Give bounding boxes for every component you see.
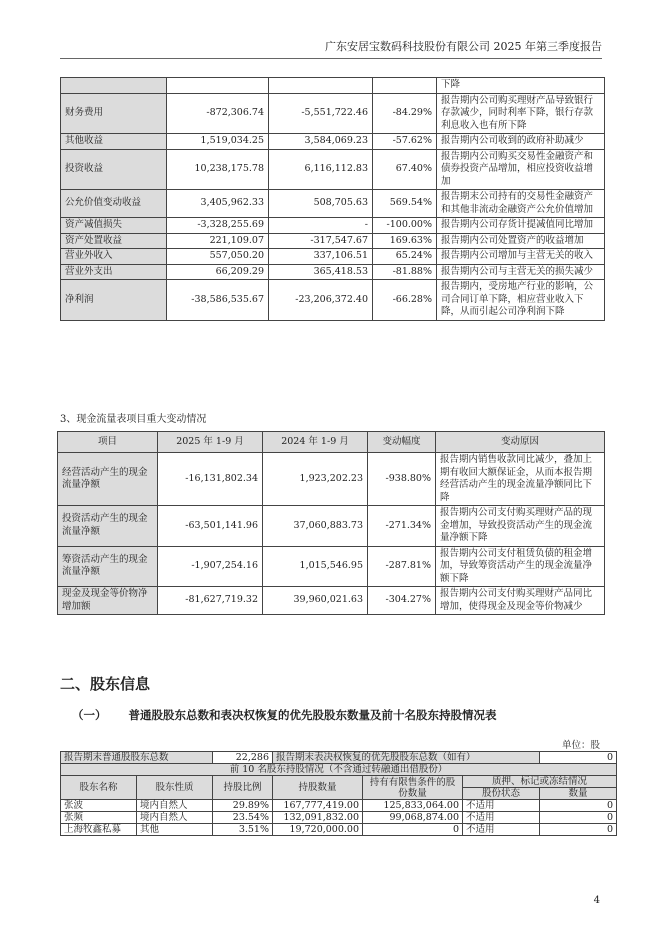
change-reason: 报告期内公司购买理财产品导致银行存款减少，同时利率下降，银行存款利息收入也有所下降 bbox=[437, 93, 605, 134]
holder-name: 上海牧鑫私募 bbox=[61, 824, 137, 836]
change-reason: 下降 bbox=[437, 78, 605, 94]
current-value: 1,519,034.25 bbox=[167, 134, 269, 150]
top10-title: 前 10 名股东持股情况（不含通过转融通出借股份） bbox=[61, 764, 617, 776]
table-row bbox=[58, 506, 605, 547]
table-row bbox=[61, 249, 605, 265]
holder-nature: 境内自然人 bbox=[137, 800, 213, 812]
table-row bbox=[61, 812, 617, 824]
current-value: -38,586,535.67 bbox=[167, 280, 269, 321]
row-item: 公允价值变动收益 bbox=[61, 190, 167, 218]
change-value: 65.24% bbox=[373, 249, 437, 265]
change-value: -271.34% bbox=[368, 506, 436, 547]
current-value: 221,109.07 bbox=[167, 233, 269, 249]
row-item: 营业外收入 bbox=[61, 249, 167, 265]
previous-value: 365,418.53 bbox=[269, 264, 373, 280]
unit-label: 单位：股 bbox=[561, 740, 600, 751]
previous-value: 37,060,883.73 bbox=[263, 506, 368, 547]
header-name: 股东名称 bbox=[61, 776, 137, 800]
preferred-holders-label: 报告期末表决权恢复的优先股股东总数（如有） bbox=[273, 752, 540, 764]
row-item: 投资活动产生的现金流量净额 bbox=[58, 506, 158, 547]
previous-value: - bbox=[269, 218, 373, 234]
header-change: 变动幅度 bbox=[368, 432, 436, 453]
change-value: -287.81% bbox=[368, 546, 436, 587]
top10-title-row bbox=[61, 764, 617, 776]
change-reason: 报告期内公司处置资产的收益增加 bbox=[437, 233, 605, 249]
subsection-number: （一） bbox=[72, 708, 107, 722]
table-row bbox=[61, 800, 617, 812]
change-reason: 报告期内，受房地产行业的影响，公司合同订单下降，相应营业收入下降，从而引起公司净利润下降 bbox=[437, 280, 605, 321]
holder-restricted: 99,068,874.00 bbox=[363, 812, 463, 824]
header-title: 广东安居宝数码科技股份有限公司 2025 年第三季度报告 bbox=[325, 40, 602, 53]
holder-restricted: 0 bbox=[363, 824, 463, 836]
change-value: -84.29% bbox=[373, 93, 437, 134]
previous-value: 1,015,546.95 bbox=[263, 546, 368, 587]
previous-value bbox=[269, 78, 373, 94]
table-row bbox=[61, 280, 605, 321]
income-changes-table bbox=[60, 77, 605, 321]
previous-value: 6,116,112.83 bbox=[269, 149, 373, 190]
table-row bbox=[61, 233, 605, 249]
holder-amount: 0 bbox=[540, 812, 617, 824]
row-item: 营业外支出 bbox=[61, 264, 167, 280]
change-value: -304.27% bbox=[368, 587, 436, 615]
table-header-row bbox=[61, 776, 617, 788]
header-reason: 变动原因 bbox=[436, 432, 605, 453]
table-row bbox=[58, 546, 605, 587]
holder-nature: 境内自然人 bbox=[137, 812, 213, 824]
row-item: 筹资活动产生的现金流量净额 bbox=[58, 546, 158, 587]
header-status: 股份状态 bbox=[463, 788, 540, 800]
table-header-row bbox=[58, 432, 605, 453]
table-row bbox=[61, 190, 605, 218]
holder-amount: 0 bbox=[540, 824, 617, 836]
section-title: 二、股东信息 bbox=[60, 675, 151, 693]
subsection-title bbox=[72, 707, 497, 723]
header-current: 2025 年 1-9 月 bbox=[158, 432, 263, 453]
row-item: 财务费用 bbox=[61, 93, 167, 134]
table-row bbox=[61, 149, 605, 190]
current-value: 557,050.20 bbox=[167, 249, 269, 265]
cashflow-changes-table bbox=[57, 431, 605, 615]
header-qty: 持股数量 bbox=[273, 776, 363, 800]
current-value: -16,131,802.34 bbox=[158, 453, 263, 506]
holder-qty: 132,091,832.00 bbox=[273, 812, 363, 824]
table-row bbox=[61, 218, 605, 234]
row-item bbox=[61, 78, 167, 94]
previous-value: -5,551,722.46 bbox=[269, 93, 373, 134]
change-value: 169.63% bbox=[373, 233, 437, 249]
previous-value: -317,547.67 bbox=[269, 233, 373, 249]
holder-ratio: 23.54% bbox=[213, 812, 273, 824]
change-reason: 报告期内公司支付租赁负债的租金增加，导致筹资活动产生的现金流量净额下降 bbox=[436, 546, 605, 587]
holder-qty: 19,720,000.00 bbox=[273, 824, 363, 836]
holder-amount: 0 bbox=[540, 800, 617, 812]
holder-ratio: 29.89% bbox=[213, 800, 273, 812]
header-pledge: 质押、标记或冻结情况 bbox=[463, 776, 617, 788]
total-holders-label: 报告期末普通股股东总数 bbox=[61, 752, 213, 764]
row-item: 净利润 bbox=[61, 280, 167, 321]
holder-status: 不适用 bbox=[463, 824, 540, 836]
previous-value: 337,106.51 bbox=[269, 249, 373, 265]
row-item: 投资收益 bbox=[61, 149, 167, 190]
holder-name: 张频 bbox=[61, 812, 137, 824]
change-reason: 报告期内公司支付购买理财产品的现金增加，导致投资活动产生的现金流量净额下降 bbox=[436, 506, 605, 547]
row-item: 资产处置收益 bbox=[61, 233, 167, 249]
header-previous: 2024 年 1-9 月 bbox=[263, 432, 368, 453]
previous-value: 3,584,069.23 bbox=[269, 134, 373, 150]
change-reason: 报告期内公司与主营无关的损失减少 bbox=[437, 264, 605, 280]
holder-status: 不适用 bbox=[463, 800, 540, 812]
header-ratio: 持股比例 bbox=[213, 776, 273, 800]
holder-qty: 167,777,419.00 bbox=[273, 800, 363, 812]
current-value: -81,627,719.32 bbox=[158, 587, 263, 615]
previous-value: 1,923,202.23 bbox=[263, 453, 368, 506]
row-item: 其他收益 bbox=[61, 134, 167, 150]
header-nature: 股东性质 bbox=[137, 776, 213, 800]
change-reason: 报告期内销售收款同比减少，叠加上期有收回大额保证金，从而本报告期经营活动产生的现金流量净额同比下降 bbox=[436, 453, 605, 506]
current-value bbox=[167, 78, 269, 94]
header-restricted: 持有有限售条件的股份数量 bbox=[363, 776, 463, 800]
current-value: 3,405,962.33 bbox=[167, 190, 269, 218]
header-item: 项目 bbox=[58, 432, 158, 453]
table-row bbox=[61, 78, 605, 94]
table-row bbox=[61, 264, 605, 280]
subsection-text: 普通股股东总数和表决权恢复的优先股股东数量及前十名股东持股情况表 bbox=[128, 708, 497, 722]
table-row bbox=[61, 93, 605, 134]
row-item: 资产减值损失 bbox=[61, 218, 167, 234]
change-reason: 报告期内公司购买交易性金融资产和债券投资产品增加，相应投资收益增加 bbox=[437, 149, 605, 190]
holder-restricted: 125,833,064.00 bbox=[363, 800, 463, 812]
holder-ratio: 3.51% bbox=[213, 824, 273, 836]
current-value: -872,306.74 bbox=[167, 93, 269, 134]
change-reason: 报告期内公司收到的政府补助减少 bbox=[437, 134, 605, 150]
change-value: -57.62% bbox=[373, 134, 437, 150]
cashflow-section-title: 3、现金流量表项目重大变动情况 bbox=[60, 414, 207, 425]
change-value: -66.28% bbox=[373, 280, 437, 321]
change-value: -100.00% bbox=[373, 218, 437, 234]
page-header bbox=[60, 40, 602, 59]
table-row bbox=[61, 134, 605, 150]
change-value: -81.88% bbox=[373, 264, 437, 280]
row-item: 经营活动产生的现金流量净额 bbox=[58, 453, 158, 506]
previous-value: 508,705.63 bbox=[269, 190, 373, 218]
table-row bbox=[58, 453, 605, 506]
header-amount: 数量 bbox=[540, 788, 617, 800]
previous-value: 39,960,021.63 bbox=[263, 587, 368, 615]
current-value: -1,907,254.16 bbox=[158, 546, 263, 587]
current-value: -3,328,255.69 bbox=[167, 218, 269, 234]
change-reason: 报告期末公司持有的交易性金融资产和其他非流动金融资产公允价值增加 bbox=[437, 190, 605, 218]
change-value bbox=[373, 78, 437, 94]
summary-row bbox=[61, 752, 617, 764]
preferred-holders-value: 0 bbox=[540, 752, 617, 764]
holder-name: 张波 bbox=[61, 800, 137, 812]
total-holders-value: 22,286 bbox=[213, 752, 273, 764]
change-reason: 报告期内公司存货计提减值同比增加 bbox=[437, 218, 605, 234]
holder-status: 不适用 bbox=[463, 812, 540, 824]
table-row bbox=[61, 824, 617, 836]
table-row bbox=[58, 587, 605, 615]
change-value: 67.40% bbox=[373, 149, 437, 190]
change-value: 569.54% bbox=[373, 190, 437, 218]
previous-value: -23,206,372.40 bbox=[269, 280, 373, 321]
change-reason: 报告期内公司支付购买理财产品同比增加，使得现金及现金等价物减少 bbox=[436, 587, 605, 615]
shareholders-table bbox=[60, 751, 617, 836]
current-value: -63,501,141.96 bbox=[158, 506, 263, 547]
change-value: -938.80% bbox=[368, 453, 436, 506]
row-item: 现金及现金等价物净增加额 bbox=[58, 587, 158, 615]
current-value: 66,209.29 bbox=[167, 264, 269, 280]
change-reason: 报告期内公司增加与主营无关的收入 bbox=[437, 249, 605, 265]
holder-nature: 其他 bbox=[137, 824, 213, 836]
current-value: 10,238,175.78 bbox=[167, 149, 269, 190]
page-number: 4 bbox=[593, 895, 600, 906]
